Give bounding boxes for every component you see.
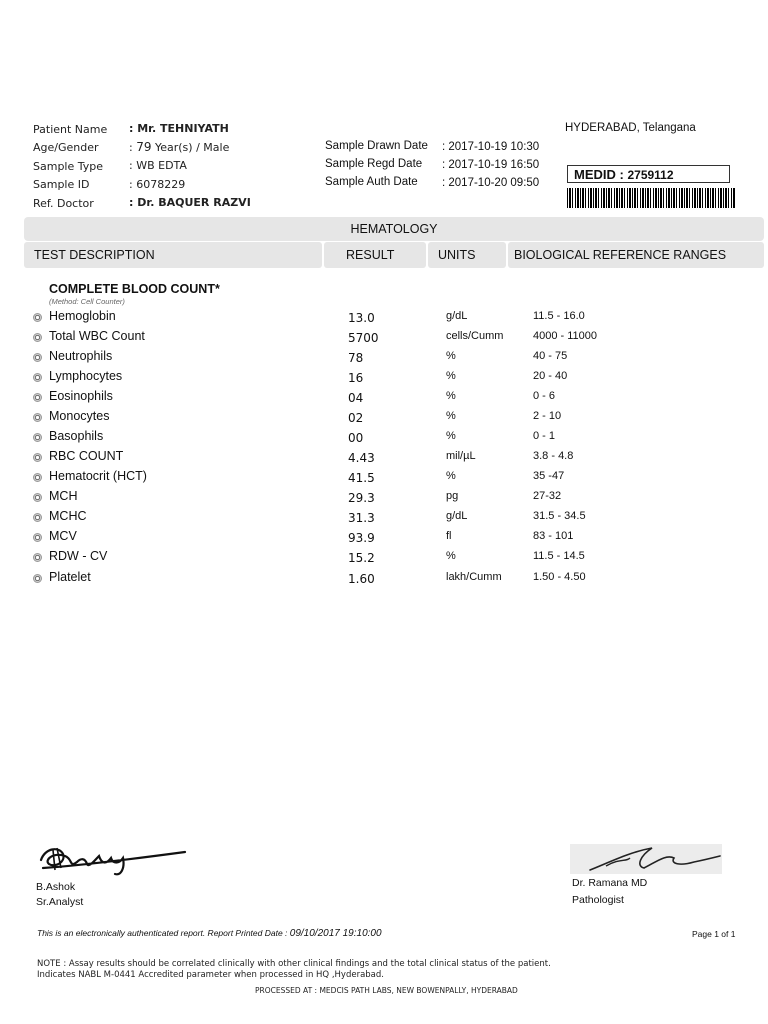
test-range: 35 -47 [533, 470, 565, 482]
nabl-bullet-icon [33, 333, 42, 342]
analyst-title: Sr.Analyst [36, 896, 84, 908]
section-title: HEMATOLOGY [24, 217, 764, 241]
printed-date: 09/10/2017 19:10:00 [289, 928, 382, 939]
panel-title: COMPLETE BLOOD COUNT* [49, 282, 220, 296]
test-result: 04 [348, 391, 364, 405]
test-name: Hemoglobin [49, 309, 116, 323]
test-result: 78 [348, 351, 364, 365]
test-result: 02 [348, 411, 364, 425]
nabl-bullet-icon [33, 513, 42, 522]
test-unit: % [446, 390, 456, 402]
table-row [0, 329, 768, 347]
note-line-2: Indicates NABL M-0441 Accredited parameter when processed in HQ ,Hyderabad. [37, 970, 384, 980]
nabl-bullet-icon [33, 533, 42, 542]
test-range: 3.8 - 4.8 [533, 450, 574, 462]
table-row [0, 429, 768, 447]
test-name: MCHC [49, 509, 87, 523]
nabl-bullet-icon [33, 473, 42, 482]
header-ranges: BIOLOGICAL REFERENCE RANGES [508, 242, 764, 268]
test-name: Eosinophils [49, 389, 113, 403]
table-row [0, 570, 768, 588]
table-row [0, 469, 768, 487]
table-row [0, 449, 768, 467]
test-name: Basophils [49, 429, 104, 443]
nabl-bullet-icon [33, 574, 42, 583]
test-unit: fl [446, 530, 452, 542]
test-range: 83 - 101 [533, 530, 574, 542]
test-range: 27-32 [533, 490, 562, 502]
nabl-bullet-icon [33, 353, 42, 362]
test-result: 16 [348, 371, 364, 385]
ref-doctor-label: Ref. Doctor [33, 197, 94, 210]
test-name: RDW - CV [49, 549, 108, 563]
test-result: 93.9 [348, 531, 375, 545]
test-unit: g/dL [446, 510, 468, 522]
analyst-name: B.Ashok [36, 881, 76, 893]
age-gender-prefix: : [129, 141, 137, 154]
header-result: RESULT [324, 242, 426, 268]
nabl-bullet-icon [33, 373, 42, 382]
sample-regd-label: Sample Regd Date [325, 158, 423, 170]
test-result: 31.3 [348, 511, 375, 525]
test-unit: mil/µL [446, 450, 476, 462]
test-unit: % [446, 370, 456, 382]
test-unit: lakh/Cumm [446, 571, 502, 583]
nabl-bullet-icon [33, 453, 42, 462]
nabl-bullet-icon [33, 553, 42, 562]
header-units: UNITS [428, 242, 506, 268]
patient-name-value: : Mr. TEHNIYATH [129, 122, 229, 135]
test-unit: % [446, 470, 456, 482]
test-unit: % [446, 350, 456, 362]
barcode [567, 188, 735, 208]
nabl-bullet-icon [33, 493, 42, 502]
sample-drawn-label: Sample Drawn Date [325, 140, 428, 152]
pathologist-signature-area [570, 844, 722, 874]
nabl-bullet-icon [33, 393, 42, 402]
test-range: 1.50 - 4.50 [533, 571, 586, 583]
test-result: 13.0 [348, 311, 375, 325]
age-gender-value [129, 140, 229, 154]
age-gender-label: Age/Gender [33, 141, 99, 154]
sample-id-value: : 6078229 [129, 178, 186, 191]
age-number: 79 [136, 140, 152, 154]
test-name: MCV [49, 529, 77, 543]
sample-drawn-value: : 2017-10-19 10:30 [442, 141, 540, 153]
pathologist-signature [570, 844, 722, 874]
sample-type-value: : WB EDTA [129, 159, 187, 172]
pathologist-name: Dr. Ramana MD [572, 877, 648, 889]
test-unit: % [446, 430, 456, 442]
patient-name-label: Patient Name [33, 123, 108, 136]
sample-auth-label: Sample Auth Date [325, 176, 418, 188]
sample-id-label: Sample ID [33, 178, 90, 191]
age-gender-suffix: Year(s) / Male [151, 141, 230, 154]
test-name: Neutrophils [49, 349, 113, 363]
test-name: Total WBC Count [49, 329, 145, 343]
processed-at: PROCESSED AT : MEDCIS PATH LABS, NEW BOWENPALLY, HYDERABAD [255, 986, 518, 995]
test-name: Lymphocytes [49, 369, 123, 383]
panel-method: (Method: Cell Counter) [49, 297, 125, 306]
test-result: 15.2 [348, 551, 375, 565]
table-row [0, 529, 768, 547]
table-row [0, 309, 768, 327]
test-name: RBC COUNT [49, 449, 124, 463]
sample-type-label: Sample Type [33, 160, 104, 173]
test-range: 11.5 - 14.5 [533, 550, 585, 562]
pathologist-title: Pathologist [572, 894, 624, 906]
analyst-signature [35, 838, 190, 880]
test-name: Platelet [49, 570, 91, 584]
test-name: Hematocrit (HCT) [49, 469, 147, 483]
test-range: 0 - 1 [533, 430, 556, 442]
table-row [0, 349, 768, 367]
test-result: 1.60 [348, 572, 375, 586]
test-result: 00 [348, 431, 364, 445]
table-row [0, 489, 768, 507]
medid-label: MEDID : [574, 167, 624, 182]
sample-auth-value: : 2017-10-20 09:50 [442, 177, 540, 189]
nabl-bullet-icon [33, 433, 42, 442]
auth-statement [37, 928, 382, 939]
sample-regd-value: : 2017-10-19 16:50 [442, 159, 540, 171]
test-name: MCH [49, 489, 78, 503]
header-test-description: TEST DESCRIPTION [24, 242, 322, 268]
test-range: 2 - 10 [533, 410, 562, 422]
test-unit: % [446, 550, 456, 562]
table-row [0, 389, 768, 407]
test-range: 0 - 6 [533, 390, 556, 402]
test-unit: % [446, 410, 456, 422]
test-range: 11.5 - 16.0 [533, 310, 585, 322]
table-row [0, 409, 768, 427]
page-number: Page 1 of 1 [692, 929, 736, 939]
test-result: 41.5 [348, 471, 375, 485]
test-range: 4000 - 11000 [533, 330, 598, 342]
test-unit: g/dL [446, 310, 468, 322]
lab-location: HYDERABAD, Telangana [565, 122, 696, 134]
table-row [0, 549, 768, 567]
nabl-bullet-icon [33, 413, 42, 422]
test-result: 29.3 [348, 491, 375, 505]
test-range: 40 - 75 [533, 350, 568, 362]
auth-text: This is an electronically authenticated report. Report Printed Date : [37, 928, 288, 938]
nabl-bullet-icon [33, 313, 42, 322]
medid-value: 2759112 [627, 168, 674, 182]
test-unit: cells/Cumm [446, 330, 504, 342]
test-result: 4.43 [348, 451, 375, 465]
test-range: 31.5 - 34.5 [533, 510, 586, 522]
test-range: 20 - 40 [533, 370, 568, 382]
note-line-1: NOTE : Assay results should be correlated clinically with other clinical findings and the total clinical status of the patient. [37, 959, 551, 969]
ref-doctor-value: : Dr. BAQUER RAZVI [129, 196, 251, 209]
medid-box [567, 165, 730, 183]
test-unit: pg [446, 490, 459, 502]
table-row [0, 369, 768, 387]
test-name: Monocytes [49, 409, 110, 423]
test-result: 5700 [348, 331, 379, 345]
table-row [0, 509, 768, 527]
